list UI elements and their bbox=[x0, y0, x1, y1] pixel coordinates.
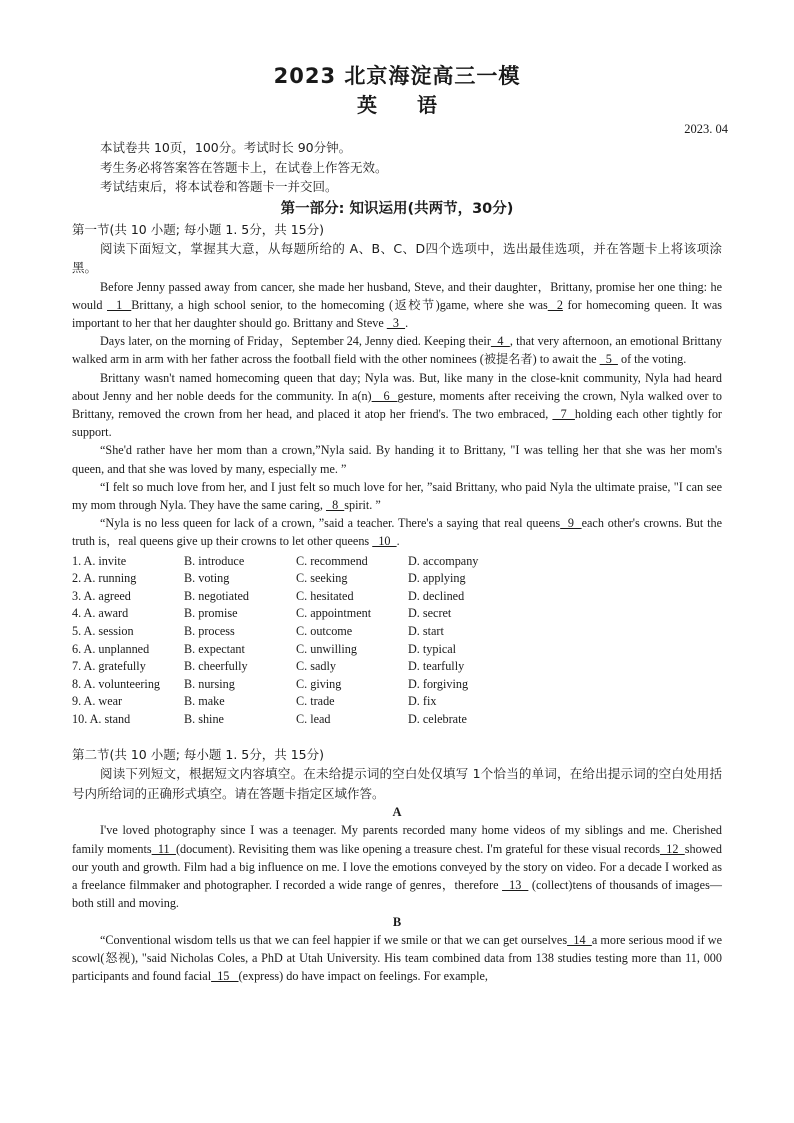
answer-blank: 15 bbox=[211, 968, 239, 983]
answer-blank: 7 bbox=[552, 406, 575, 421]
option-row bbox=[72, 588, 478, 606]
option-row bbox=[72, 553, 478, 571]
option-row bbox=[72, 693, 478, 711]
option-choice: 6. A. unplanned bbox=[72, 641, 150, 656]
option-choice: B. introduce bbox=[184, 553, 245, 568]
option-choice: D. declined bbox=[408, 588, 465, 603]
option-choice: C. hesitated bbox=[296, 588, 354, 603]
option-row bbox=[72, 711, 478, 729]
note-line: 考试结束后，将本试卷和答题卡一并交回。 bbox=[100, 179, 338, 194]
option-choice: B. promise bbox=[184, 606, 238, 621]
answer-blank: 6 bbox=[371, 388, 398, 403]
answer-blank: 1 bbox=[107, 297, 132, 312]
option-choice: D. tearfully bbox=[408, 659, 465, 674]
option-choice: C. unwilling bbox=[296, 641, 357, 656]
passage-paragraph: I've loved photography since I was a teenager. My parents recorded many home videos of my siblings and me. Cherished family moments 11 (document). Revisiting them was like opening a treasure chest. I'm grateful for these visual records 12 showed our youth and growth. Film had a big influence on me. I love the emotions conveyed by the story on video. For a decade I worked as a freelance filmmaker and photographer. I recorded a wide range of genres，therefore 13 (collect)tens of thousands of images—both still and moving. bbox=[72, 823, 722, 911]
option-choice: 8. A. volunteering bbox=[72, 676, 161, 691]
section-instruction: 阅读下面短文，掌握其大意，从每题所给的 A、B、C、D四个选项中，选出最佳选项，并在答题卡上将该项涂黑。 bbox=[72, 240, 722, 275]
option-choice: B. cheerfully bbox=[184, 659, 248, 674]
option-choice: 1. A. invite bbox=[72, 553, 127, 568]
exam-subject bbox=[72, 90, 722, 120]
options-table bbox=[72, 553, 478, 729]
subject-char-1: 英 bbox=[357, 93, 377, 117]
option-choice: 10. A. stand bbox=[72, 711, 131, 726]
answer-blank: 12 bbox=[660, 841, 685, 856]
option-choice: B. make bbox=[184, 694, 225, 709]
answer-blank: 13 bbox=[502, 878, 529, 893]
option-row bbox=[72, 623, 478, 641]
option-choice: C. lead bbox=[296, 711, 331, 726]
option-choice: D. secret bbox=[408, 606, 452, 621]
option-choice: C. appointment bbox=[296, 606, 372, 621]
answer-blank: 5 bbox=[599, 352, 618, 367]
answer-blank: 4 bbox=[490, 334, 510, 349]
option-choice: C. recommend bbox=[296, 553, 368, 568]
option-choice: D. start bbox=[408, 623, 444, 638]
passage-paragraph: Brittany wasn't named homecoming queen that day; Nyla was. But, like many in the close-knit community, Nyla had heard about Jenny and her noble deeds for the community. In a(n) 6 gesture, moments after receiving the crown, Nyla walked over to Brittany, removed the crown from her head, and placed it atop her friend's. The two embraced, 7 holding each other tightly for support. bbox=[72, 370, 723, 440]
section-heading: 第二节(共 10 小题; 每小题 1. 5分，共 15分) bbox=[72, 747, 324, 763]
option-choice: B. negotiated bbox=[184, 588, 249, 603]
option-choice: 2. A. running bbox=[72, 571, 137, 586]
passage-paragraph: Days later, on the morning of Friday，September 24, Jenny died. Keeping their 4 , that very afternoon, an emotional Brittany walked arm in arm with her father across the football field with the other nominees (被提名者) to await the 5 of the voting. bbox=[72, 334, 723, 367]
option-choice: 5. A. session bbox=[72, 623, 134, 638]
part-title: 第一部分: 知识运用(共两节，30分) bbox=[280, 200, 514, 217]
option-choice: B. voting bbox=[184, 571, 230, 586]
option-choice: B. expectant bbox=[184, 641, 245, 656]
option-choice: 7. A. gratefully bbox=[72, 659, 146, 674]
answer-blank: 8 bbox=[325, 497, 345, 512]
option-row bbox=[72, 676, 478, 694]
option-choice: B. nursing bbox=[184, 676, 235, 691]
option-choice: 9. A. wear bbox=[72, 694, 123, 709]
option-choice: D. typical bbox=[408, 641, 457, 656]
option-choice: C. giving bbox=[296, 676, 342, 691]
section-instruction: 阅读下列短文，根据短文内容填空。在未给提示词的空白处仅填写 1个恰当的单词，在给出提示词的空白处用括号内所给词的正确形式填空。请在答题卡指定区域作答。 bbox=[72, 766, 722, 801]
passage-paragraph: Before Jenny passed away from cancer, she made her husband, Steve, and their daughter，Brittany, promise her one thing: he would 1 Brittany, a high school senior, to the homecoming (返校节)game, where she was 2 for homecoming queen. It was important to her that her daughter should go. Brittany and Steve 3 . bbox=[72, 279, 723, 330]
option-choice: D. celebrate bbox=[408, 711, 467, 726]
option-choice: C. trade bbox=[296, 694, 335, 709]
passage-paragraph: “Nyla is no less queen for lack of a crown, ”said a teacher. There's a saying that real queens 9 each other's crowns. But the truth is，real queens give up their crowns to let other queens 10 . bbox=[72, 516, 722, 549]
section-heading: 第一节(共 10 小题; 每小题 1. 5分，共 15分) bbox=[72, 221, 324, 237]
option-choice: B. process bbox=[184, 623, 235, 638]
option-choice: D. applying bbox=[408, 571, 466, 586]
option-choice: D. fix bbox=[408, 694, 437, 709]
passage-label: B bbox=[392, 914, 402, 929]
exam-page bbox=[72, 62, 728, 985]
answer-blank: 2 bbox=[547, 297, 563, 312]
passage-paragraph: “She'd rather have her mom than a crown,”Nyla said. By handing it to Brittany, "I was telling her that she was her mom's queen, and that she was loved by many, especially me. ” bbox=[72, 443, 722, 476]
option-row bbox=[72, 641, 478, 659]
option-choice: 3. A. agreed bbox=[72, 588, 131, 603]
option-row bbox=[72, 570, 478, 588]
passage-paragraph: “Conventional wisdom tells us that we can feel happier if we smile or that we can get ourselves 14 a more serious mood if we scowl(怒视), "said Nicholas Coles, a PhD at Utah University. His team combined data from 138 studies testing more than 11, 000 participants and found facial 15 (express) do have impact on feelings. For example, bbox=[72, 932, 722, 983]
option-choice: D. forgiving bbox=[408, 676, 469, 691]
passage-paragraph: “I felt so much love from her, and I just felt so much love for her, ”said Brittany, who paid Nyla the ultimate praise, "I can see my mom through Nyla. They have the same caring, 8 spirit. ” bbox=[72, 479, 722, 512]
answer-blank: 3 bbox=[386, 315, 406, 330]
option-choice: D. accompany bbox=[408, 553, 479, 568]
option-choice: B. shine bbox=[184, 711, 224, 726]
note-line: 考生务必将答案答在答题卡上，在试卷上作答无效。 bbox=[100, 159, 388, 175]
answer-blank: 11 bbox=[151, 841, 176, 856]
answer-blank: 9 bbox=[560, 516, 582, 531]
exam-title: 2023 北京海淀高三一模 bbox=[273, 64, 521, 88]
answer-blank: 10 bbox=[372, 534, 397, 549]
option-choice: C. seeking bbox=[296, 571, 348, 586]
passage-label: A bbox=[392, 805, 402, 820]
exam-date: 2023. 04 bbox=[684, 122, 728, 136]
option-choice: C. outcome bbox=[296, 623, 353, 638]
answer-blank: 14 bbox=[567, 932, 592, 947]
note-line: 本试卷共 10页，100分。考试时长 90分钟。 bbox=[100, 140, 352, 155]
subject-char-2: 语 bbox=[417, 93, 437, 117]
option-choice: C. sadly bbox=[296, 659, 336, 674]
option-choice: 4. A. award bbox=[72, 606, 129, 621]
option-row bbox=[72, 658, 478, 676]
option-row bbox=[72, 605, 478, 623]
